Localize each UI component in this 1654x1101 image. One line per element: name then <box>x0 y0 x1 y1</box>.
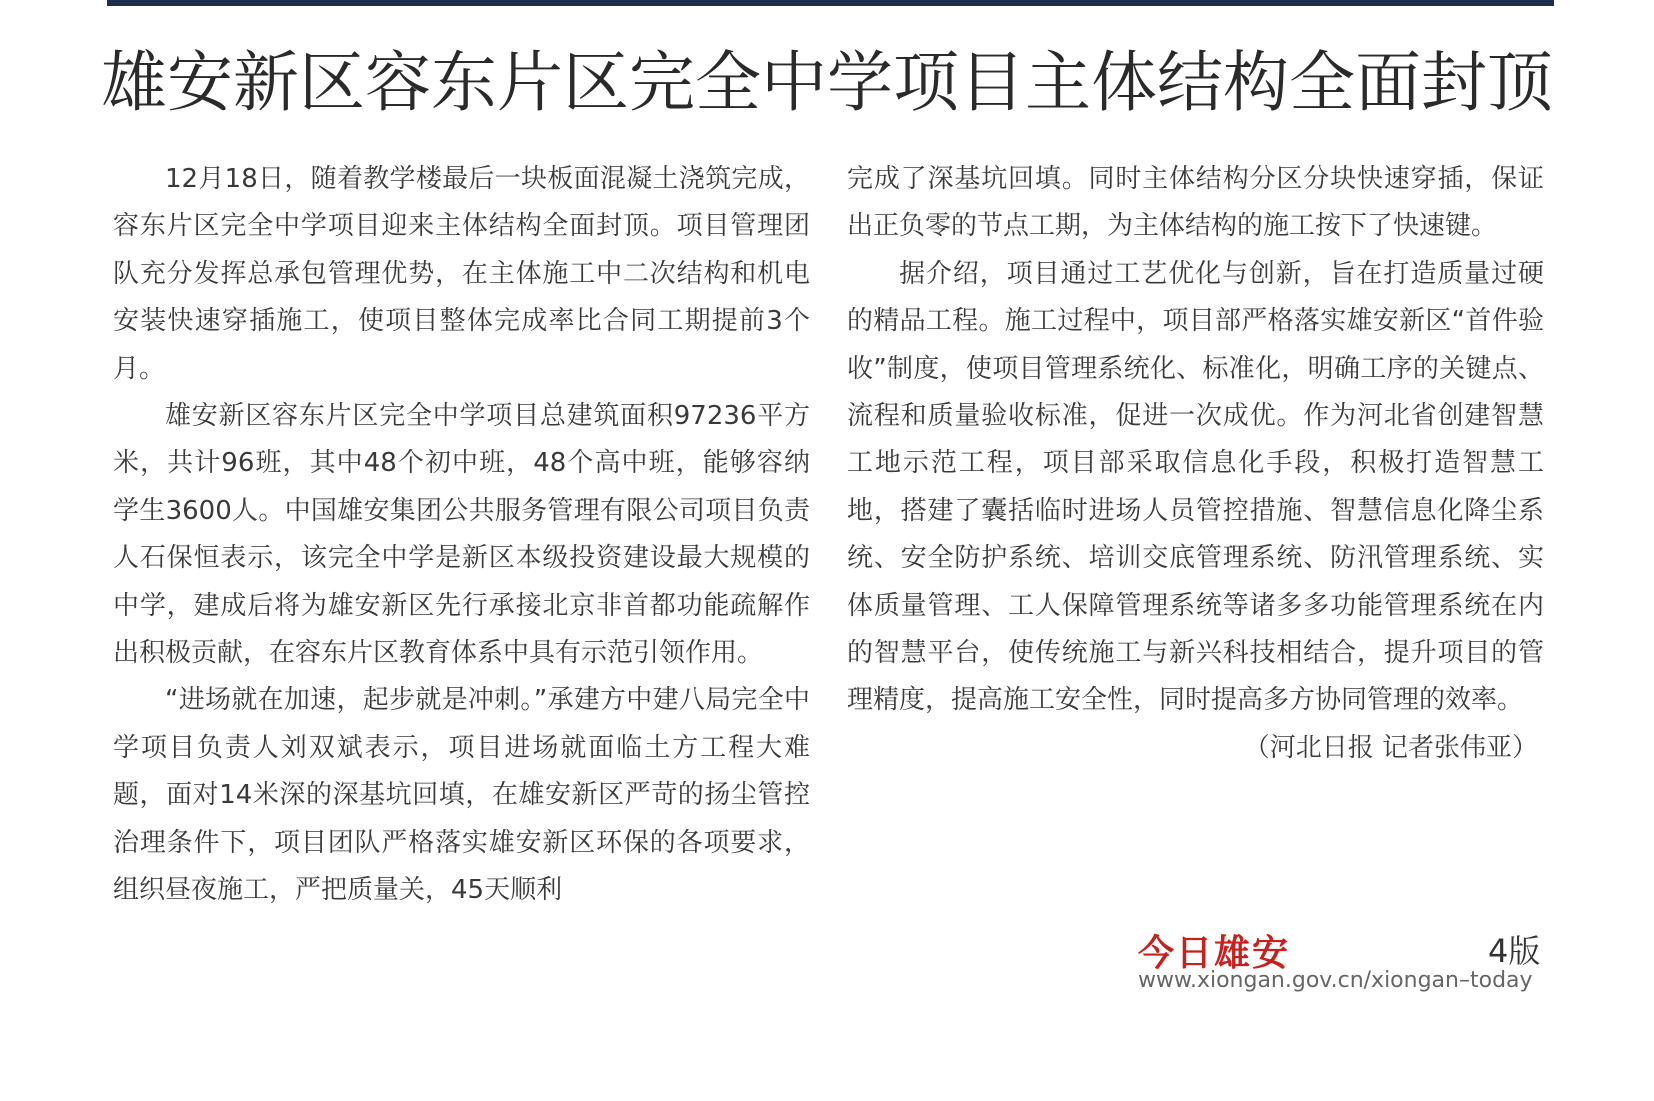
paragraph-2: 雄安新区容东片区完全中学项目总建筑面积97236平方米，共计96班，其中48个初中班，48个高中班，能够容纳学生3600人。中国雄安集团公共服务管理有限公司项目负责人石保恒表示，该完全中学是新区本级投资建设最大规模的中学，建成后将为雄安新区先行承接北京非首都功能疏解作出积极贡献，在容东片区教育体系中具有示范引领作用。 <box>113 401 810 669</box>
top-rule <box>107 0 1554 6</box>
byline: （河北日报 记者张伟亚） <box>1243 732 1538 763</box>
left-column <box>113 156 810 915</box>
paragraph-3: “进场就在加速，起步就是冲刺。”承建方中建八局完全中学项目负责人刘双斌表示，项目进场就面临土方工程大难题，面对14米深的深基坑回填，在雄安新区严苛的扬尘管控治理条件下，项目团队严格落实雄安新区环保的各项要求，组织昼夜施工，严把质量关，45天顺利 <box>113 685 810 906</box>
paragraph-1: 12月18日，随着教学楼最后一块板面混凝土浇筑完成，容东片区完全中学项目迎来主体结构全面封顶。项目管理团队充分发挥总承包管理优势，在主体施工中二次结构和机电安装快速穿插施工，使项目整体完成率比合同工期提前3个月。 <box>113 164 810 384</box>
xiongan-today-logo: 今日雄安 <box>1138 932 1291 974</box>
right-column <box>847 156 1544 772</box>
edition-number: 4版 <box>1488 932 1541 970</box>
paragraph-4: 据介绍，项目通过工艺优化与创新，旨在打造质量过硬的精品工程。施工过程中，项目部严格落实雄安新区“首件验收”制度，使项目管理系统化、标准化，明确工序的关键点、流程和质量验收标准，促进一次成优。作为河北省创建智慧工地示范工程，项目部采取信息化手段，积极打造智慧工地，搭建了囊括临时进场人员管控措施、智慧信息化降尘系统、安全防护系统、培训交底管理系统、防汛管理系统、实体质量管理、工人保障管理系统等诸多多功能管理系统在内的智慧平台，使传统施工与新兴科技相结合，提升项目的管理精度，提高施工安全性，同时提高多方协同管理的效率。 <box>847 258 1544 716</box>
paragraph-3-continued: 完成了深基坑回填。同时主体结构分区分块快速穿插，保证出正负零的节点工期，为主体结构的施工按下了快速键。 <box>847 164 1544 242</box>
site-url: www.xiongan.gov.cn/xiongan–today <box>1138 968 1533 993</box>
headline: 雄安新区容东片区完全中学项目主体结构全面封顶 <box>101 44 1553 121</box>
